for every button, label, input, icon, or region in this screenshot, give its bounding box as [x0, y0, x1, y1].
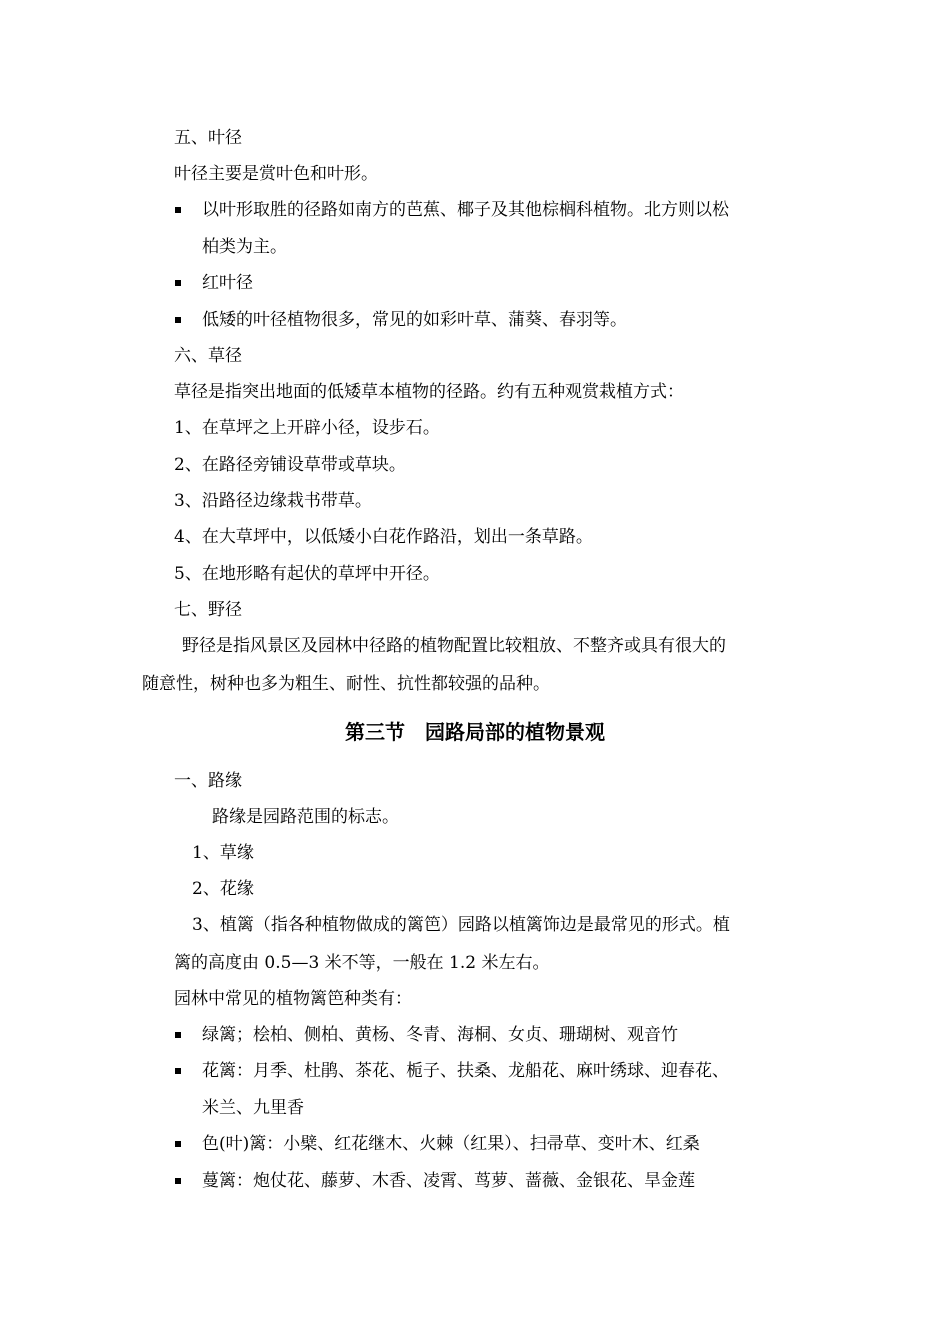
numbered-item: 4、在大草坪中，以低矮小白花作路沿，划出一条草路。 — [174, 527, 593, 547]
numbered-item: 1、草缘 — [192, 843, 254, 863]
bullet-square-icon — [175, 1068, 181, 1074]
bullet-square-icon — [175, 1141, 181, 1147]
chapter-heading: 第三节 园路局部的植物景观 — [345, 720, 605, 744]
paragraph-line: 篱的高度由 0.5—3 米不等，一般在 1.2 米左右。 — [174, 953, 550, 973]
numbered-item: 2、在路径旁铺设草带或草块。 — [174, 455, 406, 475]
list-item: 色(叶)篱：小檗、红花继木、火棘（红果）、扫帚草、变叶木、红桑 — [202, 1134, 700, 1154]
paragraph-line: 3、植篱（指各种植物做成的篱笆）园路以植篱饰边是最常见的形式。植 — [192, 915, 730, 935]
section-5-intro: 叶径主要是赏叶色和叶形。 — [174, 164, 378, 184]
bullet-square-icon — [175, 317, 181, 323]
list-item-continuation: 米兰、九里香 — [202, 1098, 304, 1118]
section-5-title: 五、叶径 — [174, 128, 242, 148]
list-item: 红叶径 — [202, 273, 253, 293]
numbered-item: 5、在地形略有起伏的草坪中开径。 — [174, 564, 440, 584]
list-item: 低矮的叶径植物很多，常见的如彩叶草、蒲葵、春羽等。 — [202, 310, 627, 330]
list-item: 以叶形取胜的径路如南方的芭蕉、椰子及其他棕榈科植物。北方则以松 — [202, 200, 729, 220]
list-intro: 园林中常见的植物篱笆种类有： — [174, 989, 412, 1009]
bullet-square-icon — [175, 1178, 181, 1184]
bullet-square-icon — [175, 1032, 181, 1038]
section-7-title: 七、野径 — [174, 600, 242, 620]
list-item: 花篱：月季、杜鹃、茶花、栀子、扶桑、龙船花、麻叶绣球、迎春花、 — [202, 1061, 729, 1081]
bullet-square-icon — [175, 280, 181, 286]
numbered-item: 2、花缘 — [192, 879, 254, 899]
section-6-intro: 草径是指突出地面的低矮草本植物的径路。约有五种观赏栽植方式： — [174, 382, 684, 402]
numbered-item: 1、在草坪之上开辟小径，设步石。 — [174, 418, 440, 438]
numbered-item: 3、沿路径边缘栽书带草。 — [174, 491, 372, 511]
bullet-square-icon — [175, 207, 181, 213]
subsection-title: 一、路缘 — [174, 771, 242, 791]
section-6-title: 六、草径 — [174, 346, 242, 366]
paragraph-line: 随意性，树种也多为粗生、耐性、抗性都较强的品种。 — [142, 674, 550, 694]
list-item: 蔓篱：炮仗花、藤萝、木香、凌霄、茑萝、蔷薇、金银花、旱金莲 — [202, 1171, 695, 1191]
paragraph-line: 野径是指风景区及园林中径路的植物配置比较粗放、不整齐或具有很大的 — [182, 636, 726, 656]
list-item: 绿篱；桧柏、侧柏、黄杨、冬青、海桐、女贞、珊瑚树、观音竹 — [202, 1025, 678, 1045]
list-item-continuation: 柏类为主。 — [202, 237, 287, 257]
subsection-intro: 路缘是园路范围的标志。 — [212, 807, 399, 827]
